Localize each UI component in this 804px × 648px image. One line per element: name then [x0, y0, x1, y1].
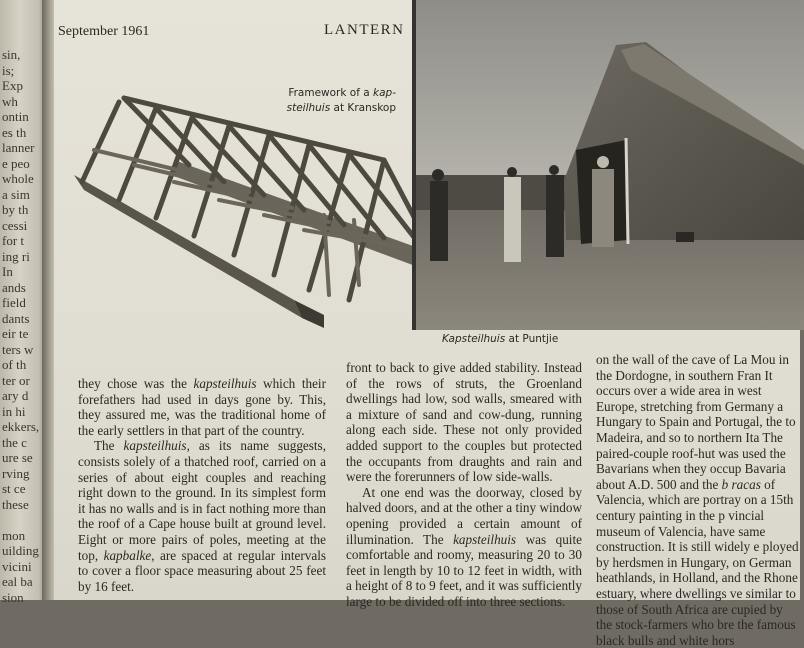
facing-page-line: ands [2, 279, 26, 295]
facing-page-line: cessi [2, 217, 28, 233]
photo-caption-post: at Puntjie [505, 333, 559, 345]
paragraph [346, 485, 582, 610]
facing-page-line: st ce [2, 481, 26, 496]
facing-page-line: es th [2, 124, 27, 140]
text-run: of Valencia, which are portray on a 15th century painting in the p vincial museum of Valencia, have same construction. It is still widely e ployed by herdsmen in Hungary, on German heathlands, in Holland, and the Rhone estuary, where dwellings ve similar to those of South Africa are cupied by the stock-farmers who bre the famous black bulls and white hors [596, 476, 799, 648]
text-run: was quite comfortable and roomy, measuring 20 to 30 feet in length by 10 to 12 feet in width, with a height of 8 to 9 feet, and it was sufficiently large to be divided off into three sections. [346, 531, 582, 609]
facing-page-line: Exp [2, 78, 23, 93]
facing-page-line: eir te [2, 326, 29, 341]
facing-page-line: a sim [2, 186, 30, 202]
text-column-1 [78, 376, 326, 594]
paragraph: front to back to give added stability. Instead of the rows of struts, the Groenland dwellings had low, sod walls, smeared with a mixture of sand and cow-dung, running along each side. These not only provided added support to the couples but protected the occupants from draughts and rain and were the forerunners of low side-walls. [346, 360, 582, 485]
facing-page-line: mon [2, 527, 26, 543]
text-column-3 [596, 352, 800, 648]
facing-page-line: sion [2, 589, 24, 605]
text-run: The [94, 438, 124, 454]
running-header-date: September 1961 [58, 24, 150, 39]
facing-page-line: ary d [2, 388, 29, 403]
facing-page-line: the c [2, 434, 27, 450]
photo-caption-term: Kapsteilhuis [442, 333, 506, 345]
kapsteilhuis-photograph [412, 0, 800, 330]
facing-page-line: eal ba [2, 574, 33, 589]
text-run: , as its name suggests, consists solely of a thatched roof, carried on a series of about eight couples and reaching right down to the ground. In its simplest form it has no walls and is in fact nothing more than the roof of a Cape house built at ground level. Eight or more pairs of poles, meeting at the top, [78, 438, 326, 563]
facing-page-line: wh [2, 93, 18, 109]
magazine-page [54, 0, 800, 648]
italic-term: b racas [721, 476, 761, 492]
facing-page-line: whole [2, 171, 34, 186]
facing-page-line: is; [2, 62, 15, 78]
framework-caption-post: at Kranskop [330, 102, 396, 114]
text-run: At one end was the doorway, closed by halved doors, and at the other a tiny window opening provided a certain amount of illumination. The [346, 484, 582, 547]
facing-page-line: by th [2, 202, 29, 217]
paragraph [78, 438, 326, 594]
facing-page-line: ekkers, [2, 419, 40, 434]
facing-page-line: ontin [2, 109, 29, 124]
facing-page-line: of th [2, 357, 27, 372]
facing-page-line: In [2, 264, 13, 279]
facing-page-line: e peo [2, 155, 30, 171]
facing-page-line: field [2, 295, 26, 310]
facing-page-line: ure se [2, 450, 33, 465]
photo-caption [442, 332, 558, 347]
text-run: , are spaced at regular intervals to cover a floor space measuring about 25 feet by 16 feet. [78, 547, 326, 594]
facing-page-line: in hi [2, 403, 26, 419]
facing-page-line: ter or [2, 372, 30, 388]
facing-page-line: lanner [2, 140, 35, 155]
facing-page-line: these [2, 496, 29, 512]
facing-page-line: rving [2, 465, 30, 481]
text-run: which their forefathers had used in days gone by. This, they assured me, was the traditional home of the early settlers in that part of the country. [78, 376, 326, 438]
text-run: on the wall of the cave of La Mou in the Dordogne, in southern Fran It occurs over a wide area in west Europe, stretching from Germany a Hungary to Spain and Portugal, the to Madeira, and so to northern Ita The paired-couple roof-hut was used the Bavarians when they occup Bavaria about A.D. 500 and the [596, 352, 796, 492]
paragraph [78, 376, 326, 438]
framework-caption-pre: Framework of a [288, 87, 374, 99]
roof-framework-illustration [24, 90, 424, 340]
italic-term: kapsteilhuis [123, 438, 187, 454]
running-header-title: LANTERN [324, 22, 405, 38]
italic-term: kapsteilhuis [453, 531, 517, 547]
framework-caption-term: kap-steilhuis [286, 87, 396, 114]
facing-page-line: vicini [2, 558, 32, 574]
facing-page-line: ing ri [2, 248, 30, 264]
facing-page-line: uilding [2, 543, 39, 558]
facing-page-line: ters w [2, 341, 34, 357]
facing-page-line: sin, [2, 47, 21, 62]
text-column-2 [346, 360, 582, 610]
facing-page-line: dants [2, 310, 30, 326]
paragraph [596, 352, 800, 648]
text-run: they chose was the [78, 376, 194, 391]
facing-page-line: for t [2, 233, 25, 248]
italic-term: kapsteilhuis [193, 376, 257, 391]
italic-term: kapbalke [103, 547, 152, 563]
